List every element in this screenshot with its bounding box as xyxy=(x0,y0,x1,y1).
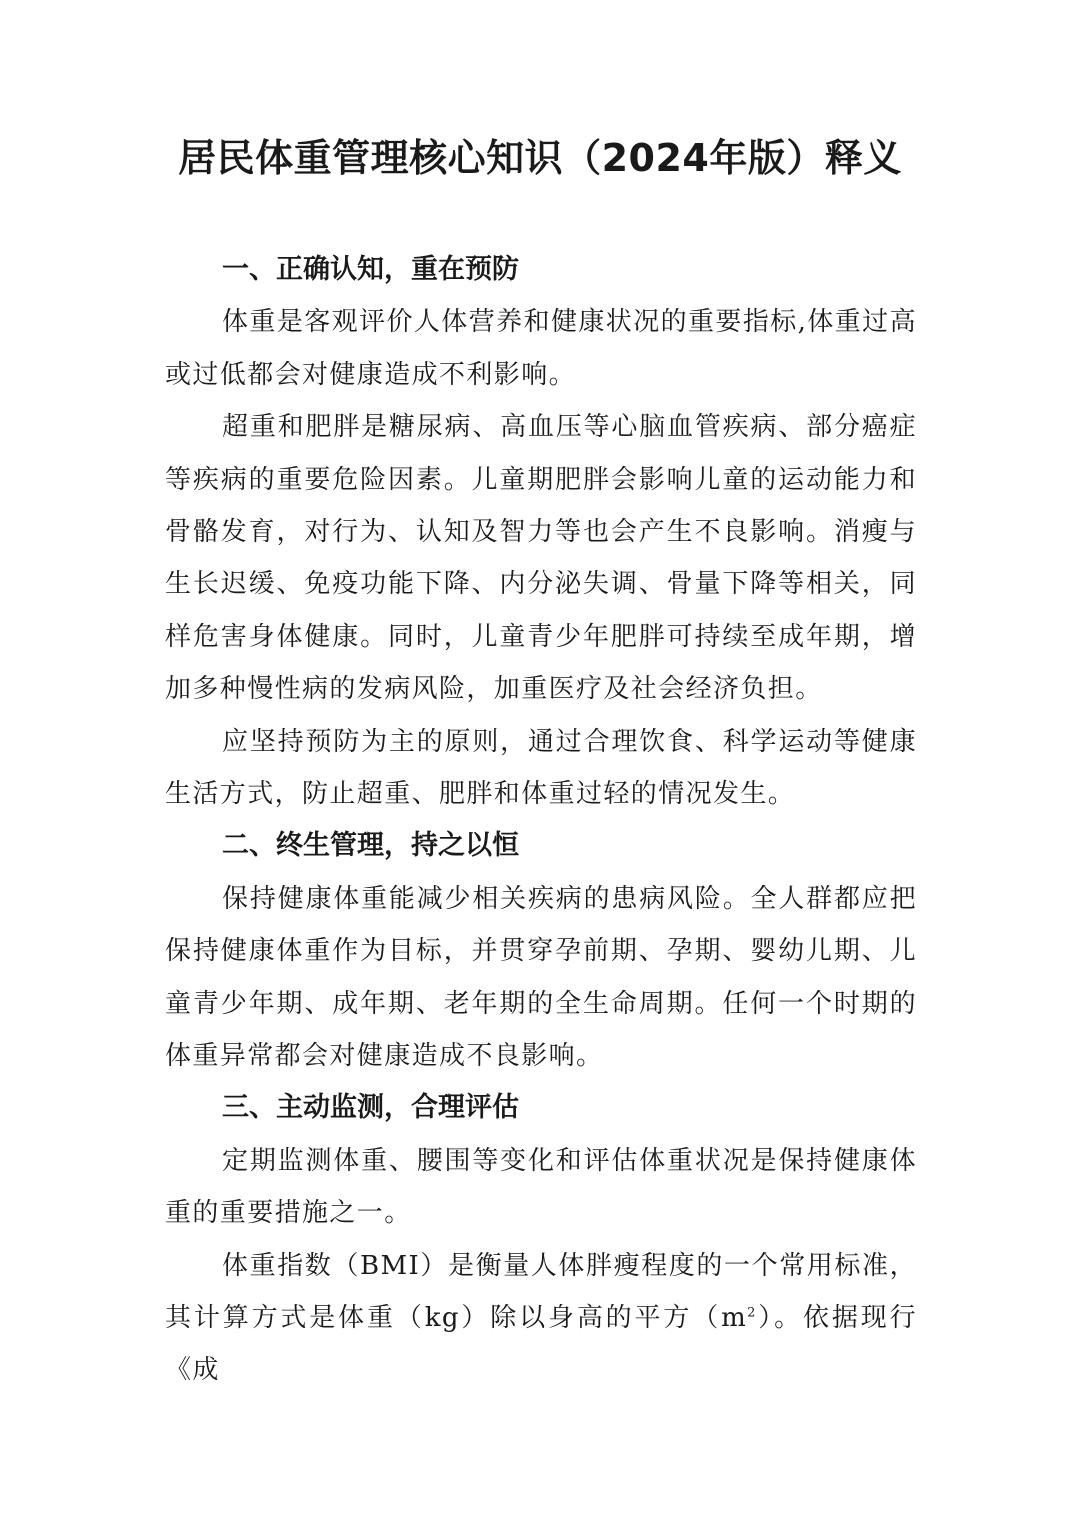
page-title: 居民体重管理核心知识（2024年版）释义 xyxy=(178,136,902,180)
paragraph: 应坚持预防为主的原则，通过合理饮食、科学运动等健康生活方式，防止超重、肥胖和体重过轻的情况发生。 xyxy=(165,726,917,810)
section-heading-2: 二、终生管理，持之以恒 xyxy=(222,830,519,862)
bmi-paragraph xyxy=(165,1240,917,1397)
document-body xyxy=(165,244,917,1397)
paragraph: 保持健康体重能减少相关疾病的患病风险。全人群都应把保持健康体重作为目标，并贯穿孕前期、孕期、婴幼儿期、儿童青少年期、成年期、老年期的全生命周期。任何一个时期的体重异常都会对健康造成不良影响。 xyxy=(165,883,917,1072)
section-heading-1: 一、正确认知，重在预防 xyxy=(222,254,519,285)
paragraph: 超重和肥胖是糖尿病、高血压等心脑血管疾病、部分癌症等疾病的重要危险因素。儿童期肥胖会影响儿童的运动能力和骨骼发育，对行为、认知及智力等也会产生不良影响。消瘦与生长迟缓、免疫功能下降、内分泌失调、骨量下降等相关，同样危害身体健康。同时，儿童青少年肥胖可持续至成年期，增加多种慢性病的发病风险，加重医疗及社会经济负担。 xyxy=(165,412,917,705)
paragraph: 定期监测体重、腰围等变化和评估体重状况是保持健康体重的重要措施之一。 xyxy=(165,1145,917,1229)
bmi-text-after: ）。依据现行《成 xyxy=(165,1303,917,1386)
bmi-text-before: 体重指数（BMI）是衡量人体胖瘦程度的一个常用标准，其计算方式是体重（kg）除以身高的平方（m xyxy=(165,1250,917,1334)
paragraph: 体重是客观评价人体营养和健康状况的重要指标,体重过高或过低都会对健康造成不利影响。 xyxy=(165,307,917,390)
superscript-2: 2 xyxy=(747,1305,757,1321)
section-heading-3: 三、主动监测，合理评估 xyxy=(222,1092,519,1124)
